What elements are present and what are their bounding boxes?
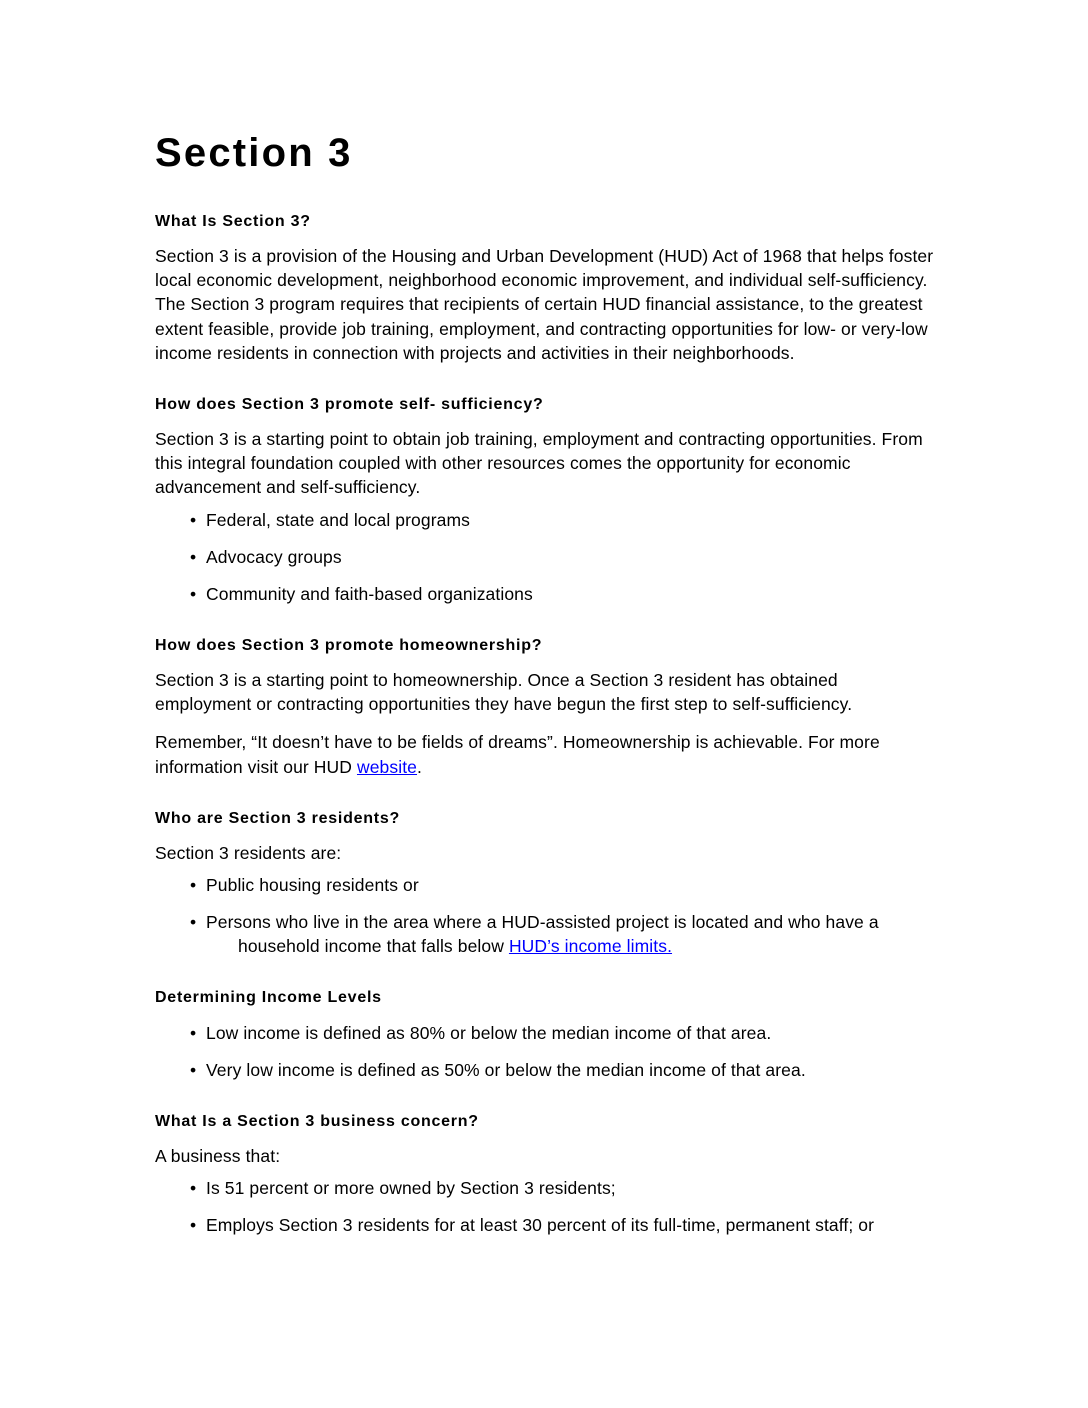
remember-text-before: Remember, “It doesn’t have to be fields of dreams”. Homeownership is achievable. For more information visit our HUD <box>155 732 880 777</box>
list-item-text-before: Persons who live in the area where a HUD-assisted project is located and who have a household income that falls below <box>206 912 879 957</box>
bullet-icon: • <box>190 875 197 895</box>
bullet-list <box>155 508 937 606</box>
bullet-icon: • <box>190 583 197 604</box>
list-item <box>190 1021 937 1045</box>
bullet-icon: • <box>190 1215 197 1236</box>
list-item <box>190 910 937 958</box>
bullet-list <box>155 873 937 958</box>
section-paragraph: Section 3 is a provision of the Housing and Urban Development (HUD) Act of 1968 that helps foster local economic development, neighborhood economic improvement, and individual self-sufficiency. The Section 3 program requires that recipients of certain HUD financial assistance, to the greatest extent feasible, provide job training, employment, and contracting opportunities for low- or very-low income residents in connection with projects and activities in their neighborhoods. <box>155 246 934 363</box>
section-paragraph: Section 3 residents are: <box>155 842 342 863</box>
section-heading: What Is a Section 3 business concern? <box>155 1112 479 1130</box>
section-heading: How does Section 3 promote homeownership? <box>155 636 543 654</box>
bullet-icon: • <box>190 1059 197 1080</box>
list-item-label: Community and faith-based organizations <box>206 583 533 604</box>
bullet-icon: • <box>190 546 197 567</box>
remember-paragraph <box>155 730 937 778</box>
page-title: Section 3 <box>155 131 353 175</box>
list-item-label: Low income is defined as 80% or below the median income of that area. <box>206 1022 772 1043</box>
section-promote-homeownership <box>155 636 937 779</box>
remember-text-after: . <box>417 756 422 777</box>
section-what-is-section-3 <box>155 212 937 365</box>
section-heading: Determining Income Levels <box>155 989 382 1007</box>
document-content <box>155 132 937 1238</box>
section-determining-income-levels <box>155 988 937 1081</box>
bullet-icon: • <box>190 912 197 933</box>
list-item <box>190 1176 937 1200</box>
bullet-icon: • <box>190 1022 197 1043</box>
section-heading: How does Section 3 promote self- sufficiency? <box>155 395 544 413</box>
list-item-label: Very low income is defined as 50% or below the median income of that area. <box>206 1059 806 1080</box>
list-item-label: Employs Section 3 residents for at least 30 percent of its full-time, permanent staff; or <box>206 1215 875 1236</box>
section-paragraph: Section 3 is a starting point to obtain job training, employment and contracting opportunities. From this integral foundation coupled with other resources comes the opportunity for economic advancement and self-sufficiency. <box>155 429 923 498</box>
bullet-list <box>155 1176 937 1237</box>
section-paragraph: Section 3 is a starting point to homeownership. Once a Section 3 resident has obtained employment or contracting opportunities they have begun the first step to self-sufficiency. <box>155 670 853 715</box>
list-item <box>190 873 937 897</box>
section-heading: Who are Section 3 residents? <box>155 809 401 827</box>
list-item-label: Advocacy groups <box>206 546 342 567</box>
section-paragraph: A business that: <box>155 1146 281 1167</box>
bullet-icon: • <box>190 1178 197 1199</box>
bullet-list <box>155 1021 937 1082</box>
list-item-label: Public housing residents or <box>206 875 419 895</box>
list-item <box>190 1213 937 1237</box>
list-item-label: Is 51 percent or more owned by Section 3 residents; <box>206 1178 616 1199</box>
list-item-label: Federal, state and local programs <box>206 509 470 530</box>
list-item <box>190 508 937 532</box>
list-item <box>190 1058 937 1082</box>
hud-website-link[interactable]: website <box>356 756 418 777</box>
hud-income-limits-link[interactable]: HUD’s income limits. <box>508 936 673 957</box>
bullet-icon: • <box>190 509 197 530</box>
section-promote-self-sufficiency <box>155 395 937 606</box>
list-item-label <box>206 910 937 958</box>
section-who-are-residents <box>155 809 937 959</box>
list-item <box>190 582 937 606</box>
list-item <box>190 545 937 569</box>
section-business-concern <box>155 1112 937 1238</box>
section-heading: What Is Section 3? <box>155 213 311 230</box>
